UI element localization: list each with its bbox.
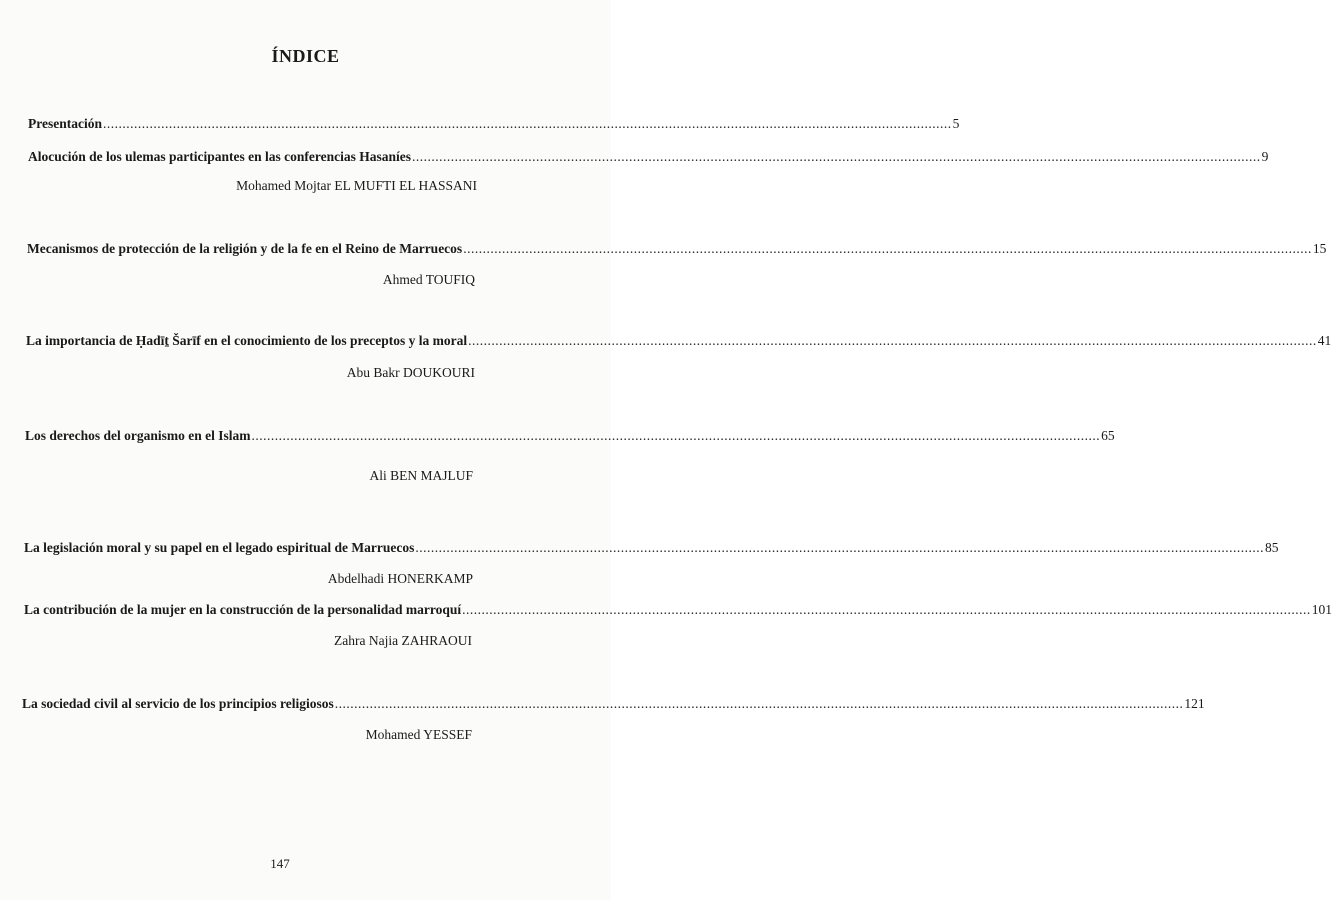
toc-entry-author: Mohamed Mojtar EL MUFTI EL HASSANI (236, 178, 477, 193)
leader-dots: ........................................................................................................................................................................................................................... (415, 540, 1264, 555)
toc-entry-page: 15 (1312, 241, 1327, 256)
toc-entry-page: 65 (1101, 428, 1115, 443)
index-title: ÍNDICE (271, 46, 340, 66)
toc-entry-author: Ahmed TOUFIQ (382, 272, 475, 287)
toc-entry-author: Abdelhadi HONERKAMP (327, 571, 473, 586)
toc-entry-page: 9 (1261, 149, 1269, 164)
toc-entry (25, 426, 1115, 446)
toc-entry-title: La legislación moral y su papel en el legado espiritual de Marruecos (24, 540, 415, 555)
toc-entry-title: La sociedad civil al servicio de los principios religiosos (22, 696, 334, 711)
leader-dots: ........................................................................................................................................................................................................................... (462, 602, 1311, 617)
leader-dots: ........................................................................................................................................................................................................................... (463, 241, 1312, 256)
toc-entry (24, 538, 1279, 558)
toc-entry-title: La importancia de Ḥadīṯ Šarīf en el conocimiento de los preceptos y la moral (26, 333, 468, 348)
toc-entry (24, 600, 1332, 620)
toc-entry (22, 694, 1205, 714)
toc-entry-title: Alocución de los ulemas participantes en las conferencias Hasaníes (28, 149, 411, 164)
toc-entry-title: La contribución de la mujer en la construcción de la personalidad marroquí (24, 602, 462, 617)
toc-entry-page: 41 (1317, 333, 1332, 348)
leader-dots: ........................................................................................................................................................................................................................... (103, 116, 952, 131)
toc-entry-page: 85 (1264, 540, 1279, 555)
toc-entry-title: Los derechos del organismo en el Islam (25, 428, 251, 443)
toc-entry (27, 239, 1327, 259)
toc-entry-author: Ali BEN MAJLUF (369, 468, 473, 483)
leader-dots: ........................................................................................................................................................................................................................... (251, 428, 1101, 443)
leader-dots: ........................................................................................................................................................................................................................... (468, 333, 1317, 348)
page-number: 147 (270, 856, 290, 871)
toc-entry-title: Mecanismos de protección de la religión y de la fe en el Reino de Marruecos (27, 241, 463, 256)
toc-entry-page: 121 (1184, 696, 1205, 711)
toc-entry-author: Mohamed YESSEF (365, 727, 472, 742)
toc-entry-author: Zahra Najia ZAHRAOUI (334, 633, 472, 648)
toc-entry-title: Presentación (28, 116, 102, 131)
toc-entry (26, 331, 1332, 351)
leader-dots: ........................................................................................................................................................................................................................... (334, 696, 1184, 711)
toc-entry (28, 114, 960, 134)
toc-entry-page: 5 (952, 116, 960, 131)
leader-dots: ........................................................................................................................................................................................................................... (412, 149, 1261, 164)
toc-entry-page: 101 (1311, 602, 1332, 617)
toc-entry (28, 147, 1269, 167)
toc-entry-author: Abu Bakr DOUKOURI (346, 365, 475, 380)
